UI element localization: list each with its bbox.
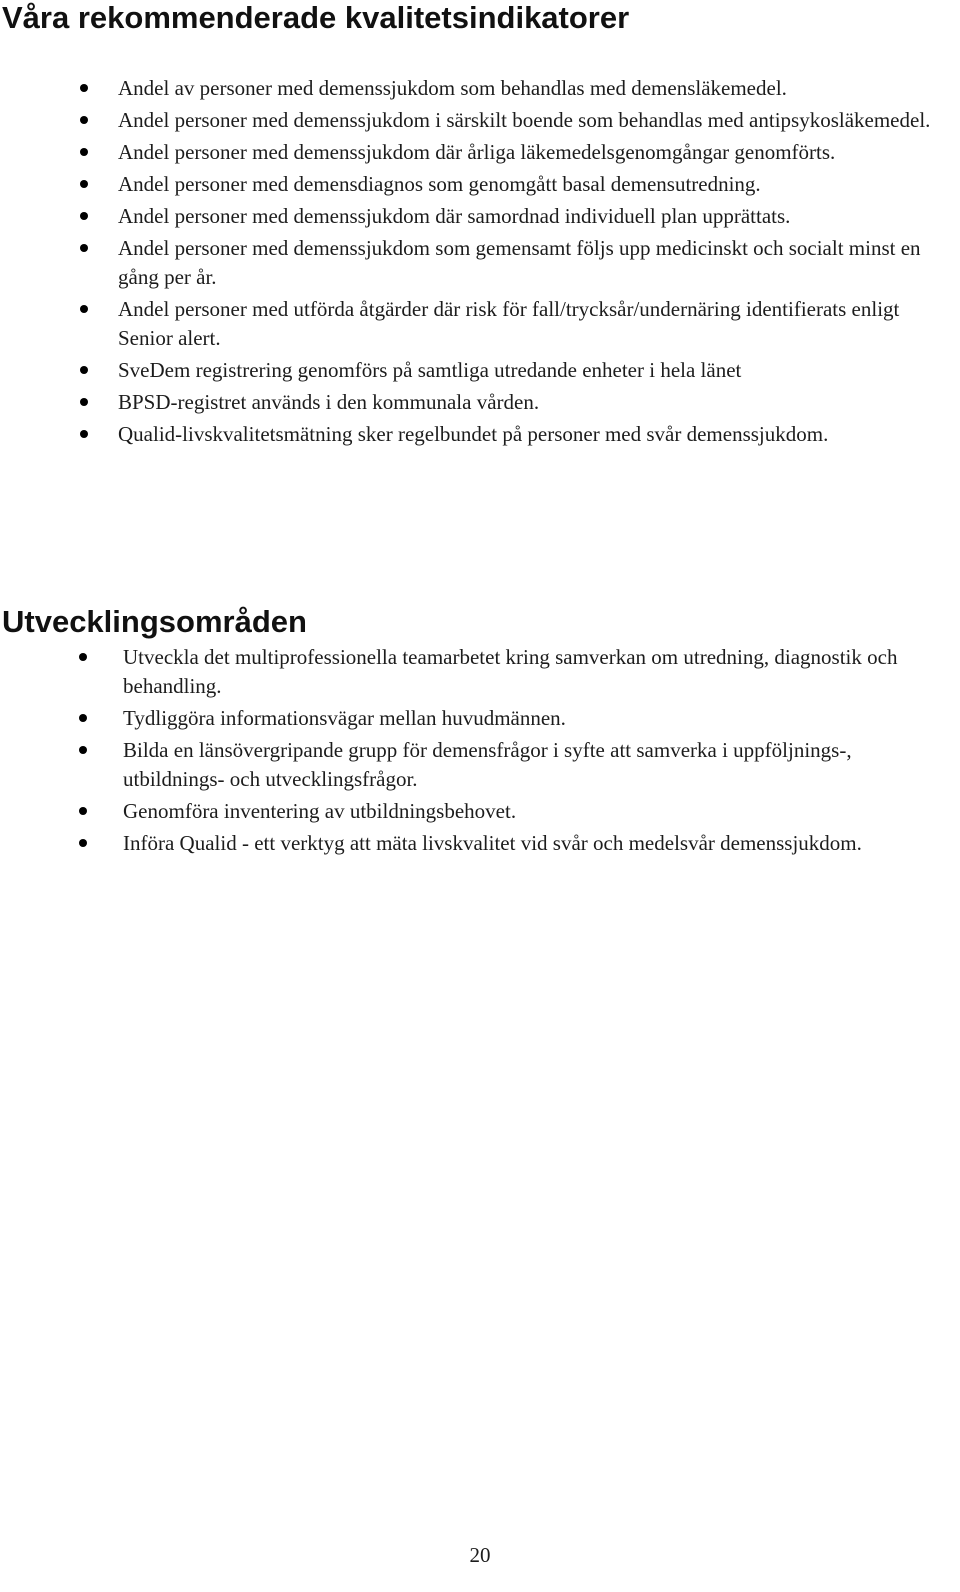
list-item xyxy=(118,234,948,292)
list-item-text: Genomföra inventering av utbildningsbehovet. xyxy=(123,799,517,823)
list-item-text: Införa Qualid - ett verktyg att mäta livskvalitet vid svår och medelsvår demenssjukdom. xyxy=(123,831,862,855)
list-item xyxy=(118,295,948,353)
list-item-text: Andel personer med demensdiagnos som genomgått basal demensutredning. xyxy=(118,172,761,196)
list-item-text: Utveckla det multiprofessionella teamarbetet kring samverkan om utredning, diagnostik och behandling. xyxy=(123,645,898,698)
list-item-text: Qualid-livskvalitetsmätning sker regelbundet på personer med svår demenssjukdom. xyxy=(118,422,829,446)
list-item-text: Andel personer med demenssjukdom som gemensamt följs upp medicinskt och socialt minst en gång per år. xyxy=(118,236,921,289)
bullet-icon xyxy=(80,305,88,313)
quality-indicators-heading: Våra rekommenderade kvalitetsindikatorer xyxy=(2,0,630,35)
bullet-icon xyxy=(80,84,88,92)
list-item-text: Andel personer med utförda åtgärder där risk för fall/trycksår/undernäring identifierats enligt Senior alert. xyxy=(118,297,900,350)
bullet-icon xyxy=(79,714,87,722)
list-item-text: Andel av personer med demenssjukdom som behandlas med demensläkemedel. xyxy=(118,76,787,100)
bullet-icon xyxy=(80,212,88,220)
list-item-text: Bilda en länsövergripande grupp för demensfrågor i syfte att samverka i uppföljnings-, utbildnings- och utvecklingsfrågor. xyxy=(123,738,852,791)
list-item xyxy=(118,106,948,135)
list-item xyxy=(118,74,948,103)
bullet-icon xyxy=(79,839,87,847)
list-item xyxy=(123,736,933,794)
list-item-text: SveDem registrering genomförs på samtliga utredande enheter i hela länet xyxy=(118,358,742,382)
list-item xyxy=(123,829,933,858)
bullet-icon xyxy=(79,653,87,661)
page-number: 20 xyxy=(469,1543,491,1567)
bullet-icon xyxy=(80,398,88,406)
bullet-icon xyxy=(80,180,88,188)
development-areas-heading: Utvecklingsområden xyxy=(2,604,307,639)
list-item-text: BPSD-registret används i den kommunala vården. xyxy=(118,390,540,414)
bullet-icon xyxy=(79,807,87,815)
list-item xyxy=(118,356,948,385)
bullet-icon xyxy=(80,116,88,124)
list-item xyxy=(118,420,948,449)
list-item xyxy=(123,797,933,826)
list-item xyxy=(123,704,933,733)
development-areas-list xyxy=(123,643,933,861)
bullet-icon xyxy=(80,148,88,156)
list-item xyxy=(118,388,948,417)
bullet-icon xyxy=(79,746,87,754)
list-item xyxy=(118,202,948,231)
bullet-icon xyxy=(80,244,88,252)
list-item xyxy=(123,643,933,701)
bullet-icon xyxy=(80,366,88,374)
list-item-text: Andel personer med demenssjukdom i särskilt boende som behandlas med antipsykosläkemedel. xyxy=(118,108,931,132)
list-item xyxy=(118,170,948,199)
list-item-text: Tydliggöra informationsvägar mellan huvudmännen. xyxy=(123,706,566,730)
bullet-icon xyxy=(80,430,88,438)
quality-indicators-list xyxy=(118,74,948,452)
list-item xyxy=(118,138,948,167)
list-item-text: Andel personer med demenssjukdom där årliga läkemedelsgenomgångar genomförts. xyxy=(118,140,836,164)
list-item-text: Andel personer med demenssjukdom där samordnad individuell plan upprättats. xyxy=(118,204,791,228)
